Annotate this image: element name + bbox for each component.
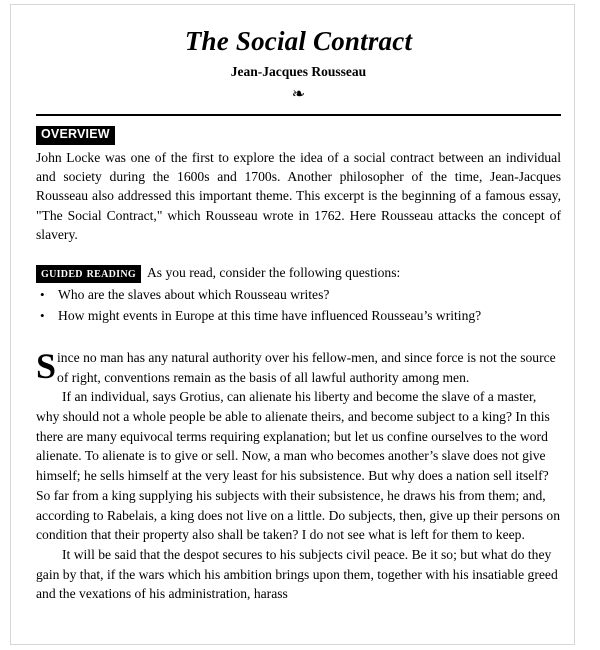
bullet-icon: •	[40, 287, 45, 303]
document-page	[10, 4, 575, 645]
guided-reading-header	[36, 263, 561, 284]
page-title: The Social Contract	[184, 26, 413, 56]
overview-badge: OVERVIEW	[36, 126, 115, 145]
question-text: Who are the slaves about which Rousseau writes?	[58, 287, 330, 303]
guided-question-list	[36, 285, 561, 326]
excerpt-paragraph-2: If an individual, says Grotius, can alienate his liberty and become the slave of a master, why should not a whole people be able to alienate theirs, and become subject to a king? In this there are many equivocal terms requiring explanation; but let us confine ourselves to the word alienate. To alienate is to give or sell. Now, a man who becomes another’s slave does not give himself; he sells himself at the very least for his subsistence. But why does a nation sell itself? So far from a king supplying his subjects with their subsistence, he draws his from them; and, according to Rabelais, a king does not live on a little. Do subjects, then, give up their persons on condition that their property also shall be taken? I do not see what is left for them to keep.	[36, 389, 561, 543]
overview-section	[36, 125, 561, 245]
list-item	[36, 306, 561, 326]
guided-reading-intro: As you read, consider the following questions:	[146, 264, 401, 280]
author-name: Jean-Jacques Rousseau	[230, 63, 367, 79]
overview-text: John Locke was one of the first to explore the idea of a social contract between an individual and society during the 1600s and 1700s. Another philosopher of the time, Jean-Jacques Rousseau also addressed this important theme. This excerpt is the beginning of a famous essay, "The Social Contract," which Rousseau wrote in 1762. Here Rousseau attacks the concept of slavery.	[36, 149, 561, 243]
guided-reading-section	[36, 263, 561, 326]
masthead	[36, 5, 561, 102]
header-divider	[36, 114, 561, 116]
list-item	[36, 285, 561, 305]
excerpt-paragraph-3: It will be said that the despot secures to his subjects civil peace. Be it so; but what do they gain by that, if the wars which his ambition brings upon them, together with his insatiable greed and the vexations of his administration, harass	[36, 547, 558, 602]
floral-ornament-icon: ❧	[291, 83, 306, 103]
question-text: How might events in Europe at this time have influenced Rousseau’s writing?	[58, 307, 482, 323]
page-content	[36, 5, 561, 604]
bullet-icon: •	[40, 307, 45, 323]
excerpt-body	[36, 345, 561, 604]
excerpt-paragraph-1: Since no man has any natural authority over his fellow-men, and since force is not the source of right, conventions remain as the basis of all lawful authority among men.	[36, 345, 556, 386]
guided-reading-badge: guided reading	[36, 265, 141, 284]
